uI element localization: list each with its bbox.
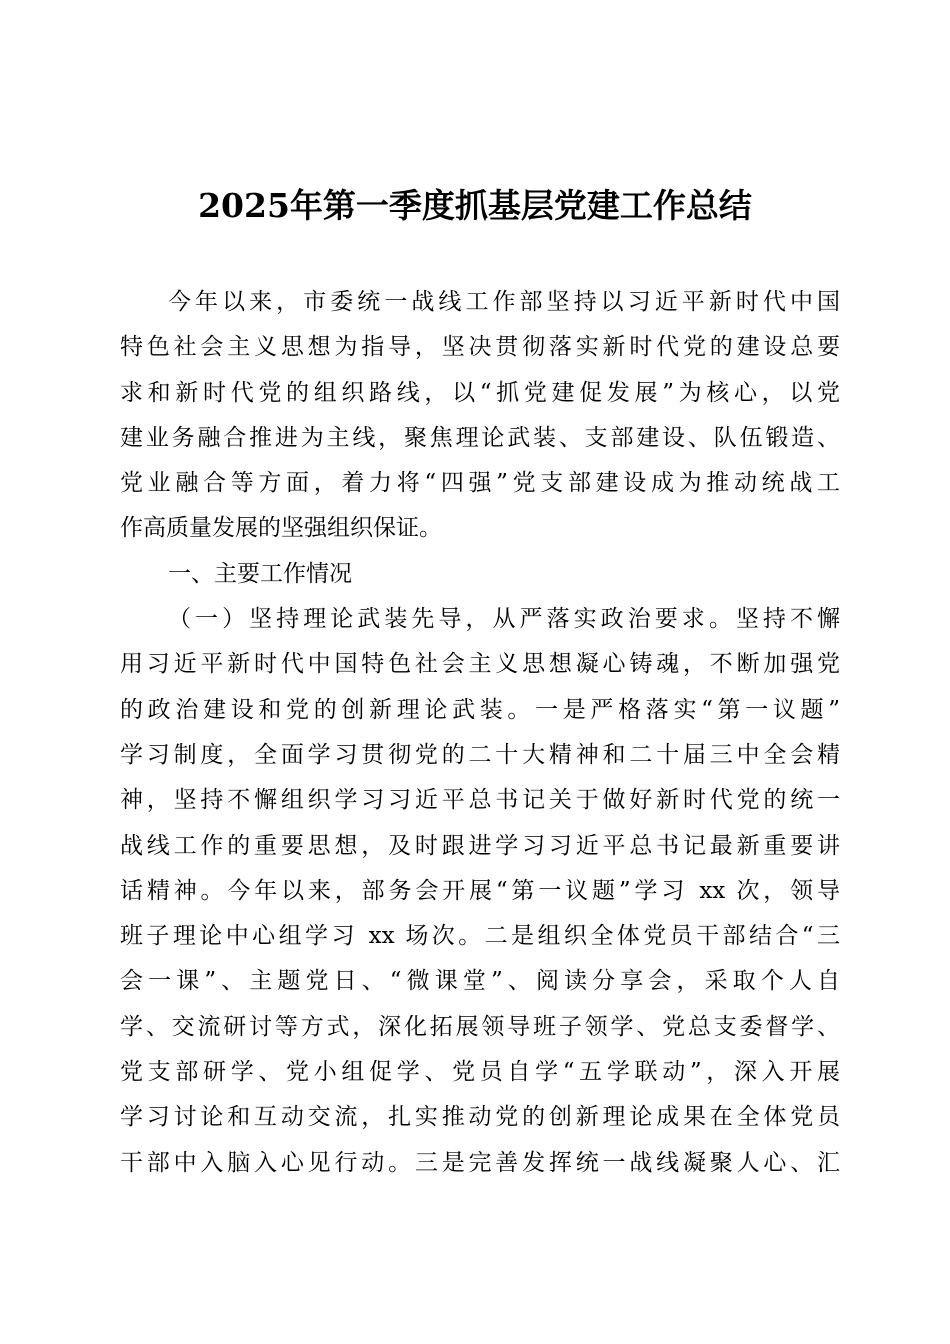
paragraph-line: 话精神。今年以来，部务会开展“第一议题”学习 xx 次，领导 xyxy=(120,877,840,904)
paragraph-line: 学习制度，全面学习贯彻党的二十大精神和二十届三中全会精 xyxy=(120,741,840,768)
section-heading: 一、主要工作情况 xyxy=(168,560,352,587)
paragraph-line: 特色社会主义思想为指导，坚决贯彻落实新时代党的建设总要 xyxy=(120,334,840,361)
paragraph-line: 党支部研学、党小组促学、党员自学“五学联动”，深入开展 xyxy=(120,1059,840,1086)
paragraph-line: 作高质量发展的坚强组织保证。 xyxy=(120,515,442,542)
paragraph-line: 干部中入脑入心见行动。三是完善发挥统一战线凝聚人心、汇 xyxy=(120,1149,840,1176)
document-body xyxy=(120,280,840,1186)
paragraph-line: （一）坚持理论武装先导，从严落实政治要求。坚持不懈 xyxy=(168,606,840,633)
paragraph-line: 会一课”、主题党日、“微课堂”、阅读分享会，采取个人自 xyxy=(120,968,840,995)
paragraph-line: 的政治建设和党的创新理论武装。一是严格落实“第一议题” xyxy=(120,696,840,723)
document-title: 2025年第一季度抓基层党建工作总结 xyxy=(198,186,752,225)
paragraph-line: 用习近平新时代中国特色社会主义思想凝心铸魂，不断加强党 xyxy=(120,651,840,678)
paragraph-line: 学习讨论和互动交流，扎实推动党的创新理论成果在全体党员 xyxy=(120,1104,840,1131)
paragraph-line: 神，坚持不懈组织学习习近平总书记关于做好新时代党的统一 xyxy=(120,787,840,814)
paragraph-line: 班子理论中心组学习 xx 场次。二是组织全体党员干部结合“三 xyxy=(120,923,840,950)
paragraph-line: 建业务融合推进为主线，聚焦理论武装、支部建设、队伍锻造、 xyxy=(120,424,840,451)
paragraph-line: 战线工作的重要思想，及时跟进学习习近平总书记最新重要讲 xyxy=(120,832,840,859)
paragraph-line: 党业融合等方面，着力将“四强”党支部建设成为推动统战工 xyxy=(120,470,840,497)
paragraph-line: 求和新时代党的组织路线，以“抓党建促发展”为核心，以党 xyxy=(120,379,840,406)
paragraph-line: 今年以来，市委统一战线工作部坚持以习近平新时代中国 xyxy=(168,289,840,315)
paragraph-line: 学、交流研讨等方式，深化拓展领导班子领学、党总支委督学、 xyxy=(120,1013,840,1040)
